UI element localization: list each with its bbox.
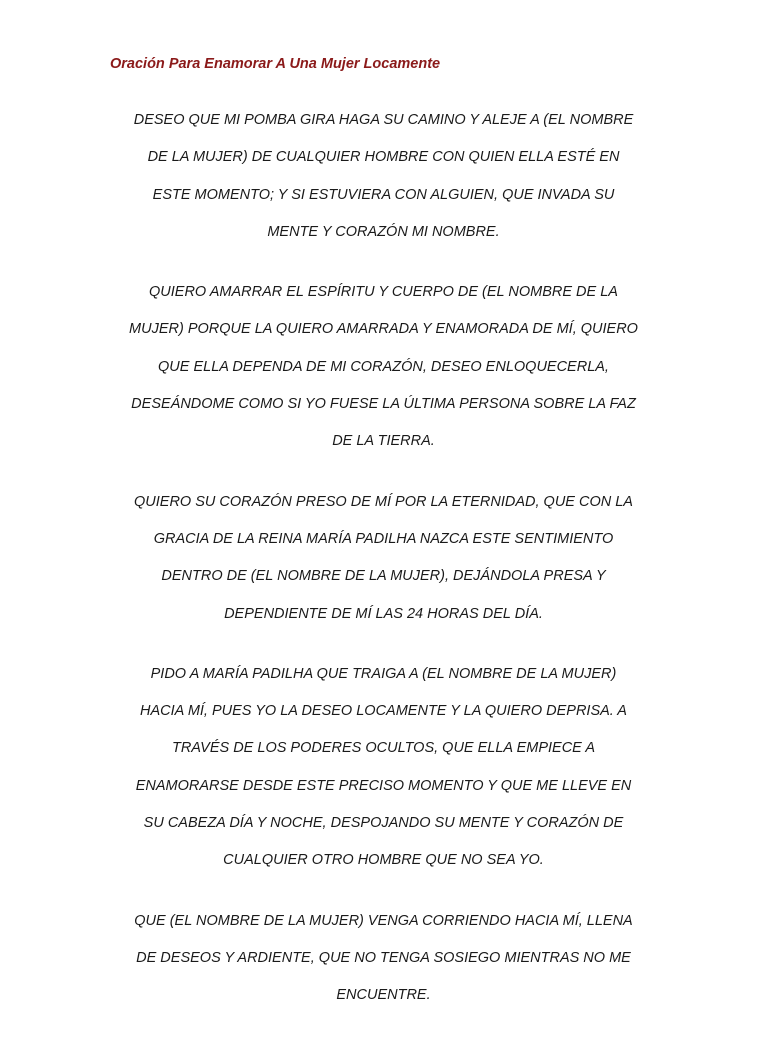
text-line: ESTE MOMENTO; Y SI ESTUVIERA CON ALGUIEN, QUE INVADA SU xyxy=(152,186,615,203)
text-line: DENTRO DE (EL NOMBRE DE LA MUJER), DEJÁNDOLA PRESA Y xyxy=(161,568,606,585)
prayer-body xyxy=(100,102,667,1038)
text-line: DEPENDIENTE DE MÍ LAS 24 HORAS DEL DÍA. xyxy=(224,605,543,622)
text-line: CUALQUIER OTRO HOMBRE QUE NO SEA YO. xyxy=(223,852,544,869)
text-line: DESEO QUE MI POMBA GIRA HAGA SU CAMINO Y ALEJE A (EL NOMBRE xyxy=(133,112,634,128)
text-line: DESEÁNDOME COMO SI YO FUESE LA ÚLTIMA PERSONA SOBRE LA FAZ xyxy=(131,396,636,413)
text-line: SU CABEZA DÍA Y NOCHE, DESPOJANDO SU MENTE Y CORAZÓN DE xyxy=(143,815,624,832)
text-line: QUE ELLA DEPENDA DE MI CORAZÓN, DESEO ENLOQUECERLA, xyxy=(158,358,609,375)
text-line: ENCUENTRE. xyxy=(336,987,431,1004)
paragraph-4 xyxy=(100,656,667,880)
text-line: PIDO A MARÍA PADILHA QUE TRAIGA A (EL NOMBRE DE LA MUJER) xyxy=(150,665,617,682)
text-line: DE LA TIERRA. xyxy=(332,433,435,450)
text-line: QUE (EL NOMBRE DE LA MUJER) VENGA CORRIENDO HACIA MÍ, LLENA xyxy=(134,912,633,929)
paragraph-5 xyxy=(100,903,667,1015)
paragraph-1 xyxy=(100,102,667,251)
text-line: QUIERO SU CORAZÓN PRESO DE MÍ POR LA ETERNIDAD, QUE CON LA xyxy=(134,493,633,510)
text-line: GRACIA DE LA REINA MARÍA PADILHA NAZCA ESTE SENTIMIENTO xyxy=(153,530,614,547)
text-line: TRAVÉS DE LOS PODERES OCULTOS, QUE ELLA EMPIECE A xyxy=(171,740,596,757)
text-line: QUIERO AMARRAR EL ESPÍRITU Y CUERPO DE (EL NOMBRE DE LA xyxy=(149,284,618,301)
paragraph-3 xyxy=(100,484,667,633)
text-line: ENAMORARSE DESDE ESTE PRECISO MOMENTO Y QUE ME LLEVE EN xyxy=(135,777,632,794)
text-line: MENTE Y CORAZÓN MI NOMBRE. xyxy=(267,223,500,240)
text-line: HACIA MÍ, PUES YO LA DESEO LOCAMENTE Y LA QUIERO DEPRISA. A xyxy=(140,703,627,720)
text-line: MUJER) PORQUE LA QUIERO AMARRADA Y ENAMORADA DE MÍ, QUIERO xyxy=(129,321,638,338)
text-line: DE DESEOS Y ARDIENTE, QUE NO TENGA SOSIEGO MIENTRAS NO ME xyxy=(136,949,631,966)
page-title: Oración Para Enamorar A Una Mujer Locamente xyxy=(110,56,441,72)
paragraph-2 xyxy=(100,274,667,460)
text-line: DE LA MUJER) DE CUALQUIER HOMBRE CON QUIEN ELLA ESTÉ EN xyxy=(147,149,620,166)
